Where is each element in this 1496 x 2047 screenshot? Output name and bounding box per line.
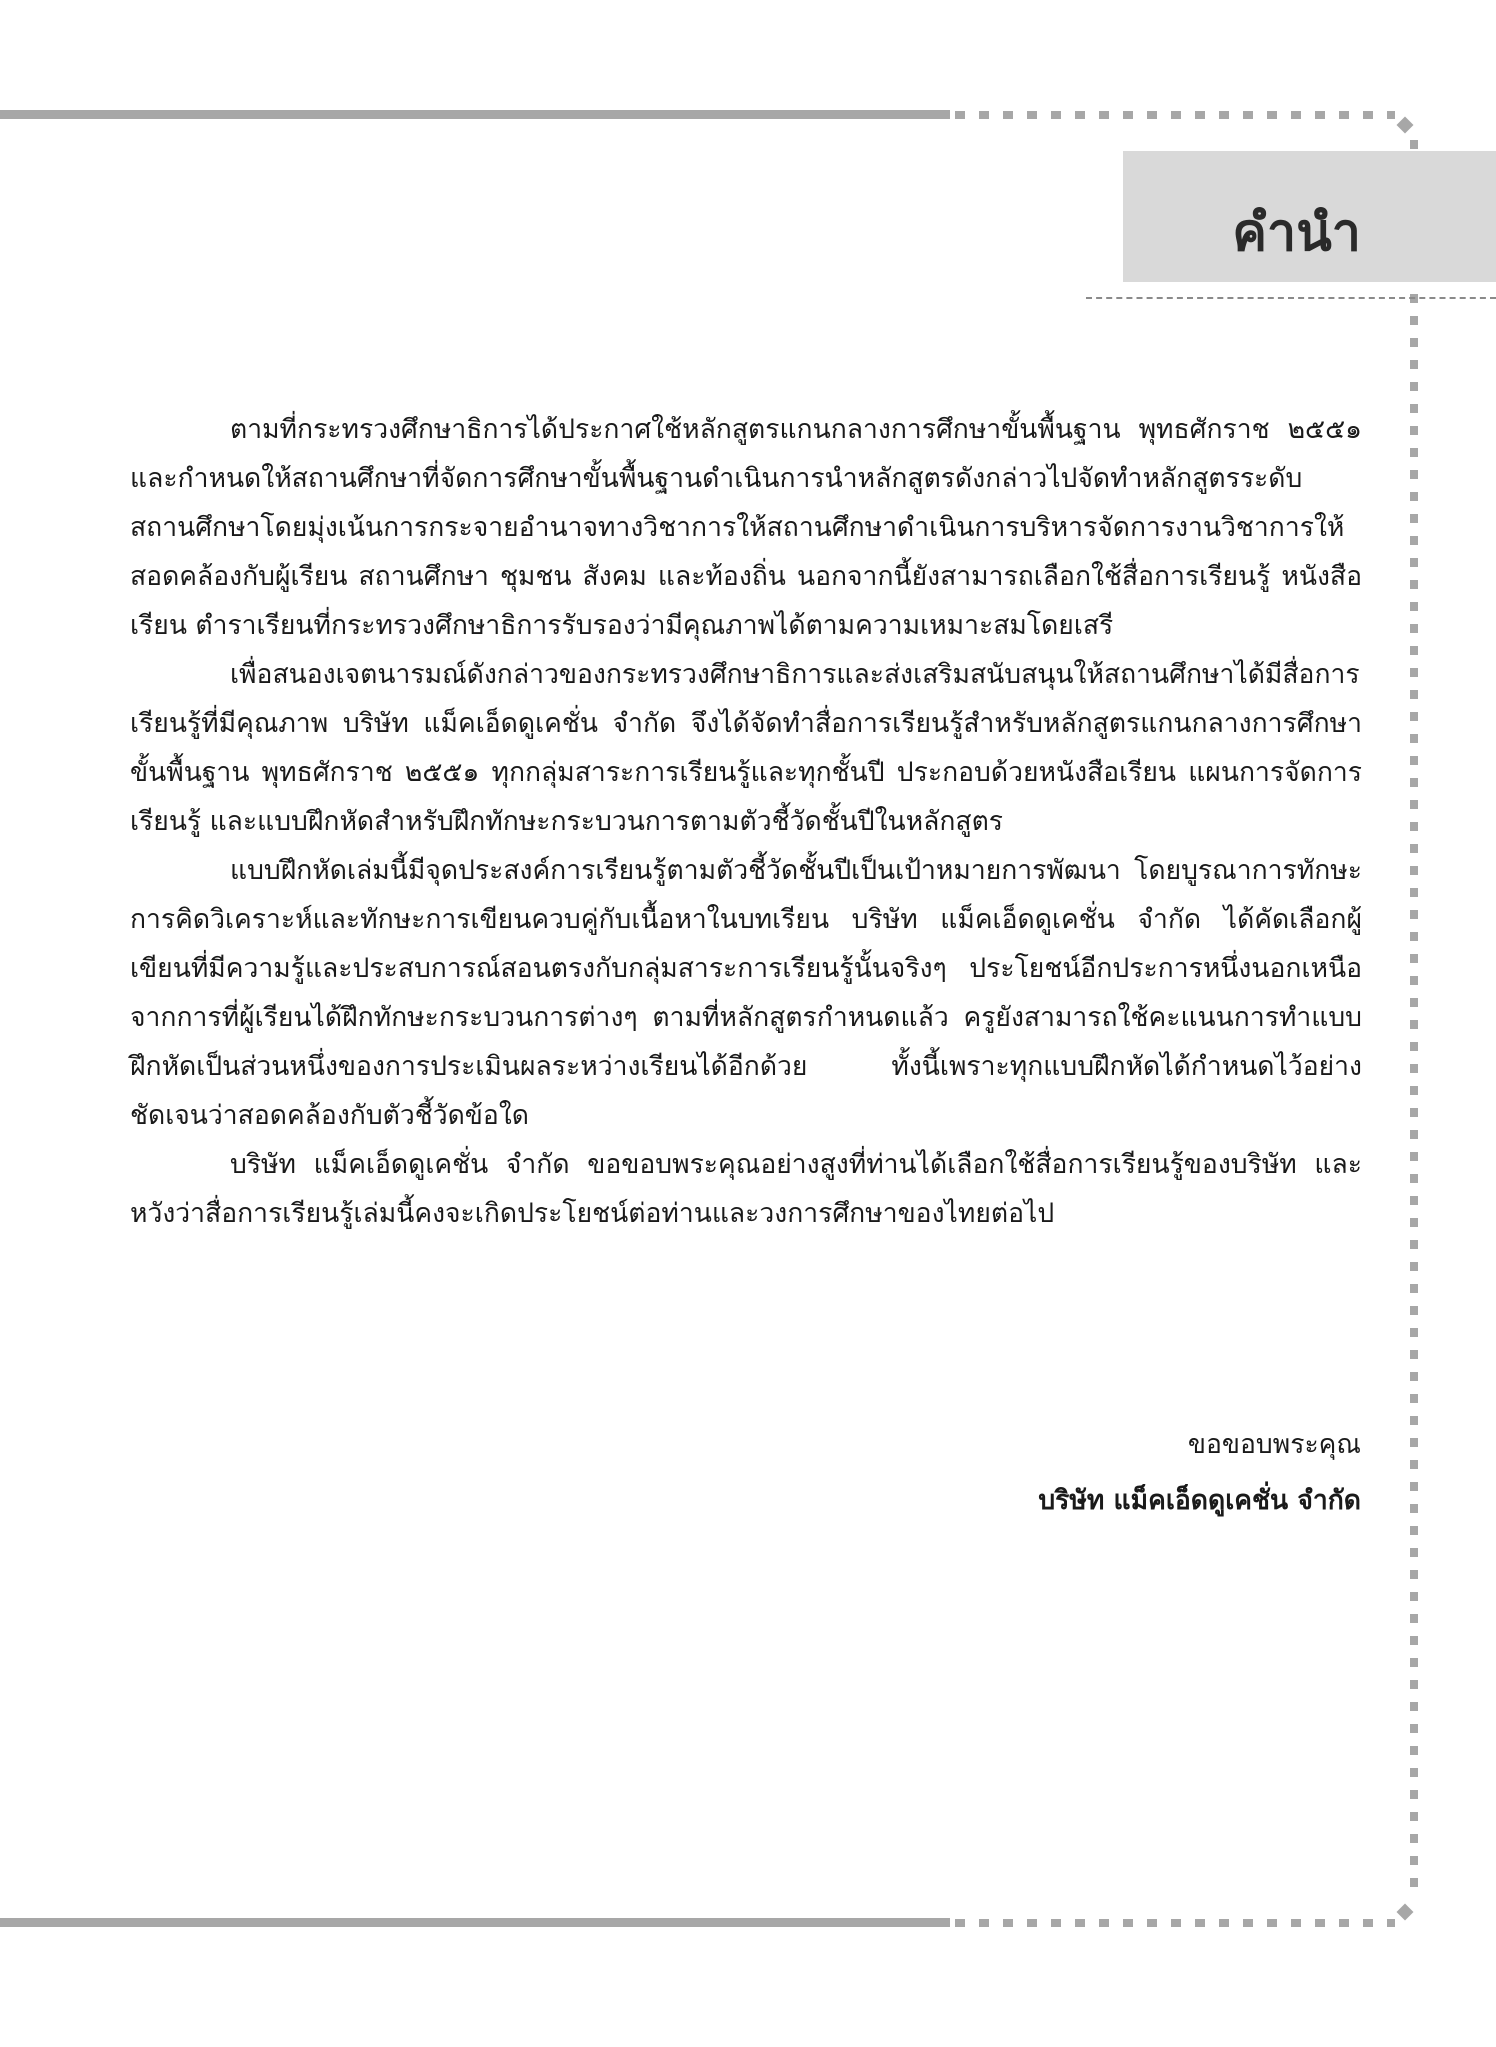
bottom-corner-ornament bbox=[1397, 1904, 1414, 1921]
bottom-border-solid bbox=[0, 1918, 950, 1927]
closing-signature: บริษัท แม็คเอ็ดดูเคชั่น จำกัด bbox=[1038, 1485, 1361, 1516]
paragraph-1: ตามที่กระทรวงศึกษาธิการได้ประกาศใช้หลักสูตรแกนกลางการศึกษาขั้นพื้นฐาน พุทธศักราช ๒๕๕๑ และกำหนดให้สถานศึกษาที่จัดการศึกษาขั้นพื้นฐานดำเนินการนำหลักสูตรดังกล่าวไปจัดทำหลักสูตรระดับสถานศึกษาโดยมุ่งเน้นการกระจายอำนาจทางวิชาการให้สถานศึกษาดำเนินการบริหารจัดการงานวิชาการให้สอดคล้องกับผู้เรียน สถานศึกษา ชุมชน สังคม และท้องถิ่น นอกจากนี้ยังสามารถเลือกใช้สื่อการเรียนรู้ หนังสือเรียน ตำราเรียนที่กระทรวงศึกษาธิการรับรองว่ามีคุณภาพได้ตามความเหมาะสมโดยเสรี bbox=[130, 414, 1362, 641]
closing-block bbox=[1038, 1417, 1361, 1529]
title-divider bbox=[1086, 297, 1496, 299]
top-corner-ornament bbox=[1397, 117, 1414, 134]
top-border-dotted bbox=[955, 111, 1395, 119]
closing-thanks: ขอขอบพระคุณ bbox=[1187, 1429, 1361, 1460]
paragraph-2: เพื่อสนองเจตนารมณ์ดังกล่าวของกระทรวงศึกษาธิการและส่งเสริมสนับสนุนให้สถานศึกษาได้มีสื่อการเรียนรู้ที่มีคุณภาพ บริษัท แม็คเอ็ดดูเคชั่น จำกัด จึงได้จัดทำสื่อการเรียนรู้สำหรับหลักสูตรแกนกลางการศึกษาขั้นพื้นฐาน พุทธศักราช ๒๕๕๑ ทุกกลุ่มสาระการเรียนรู้และทุกชั้นปี ประกอบด้วยหนังสือเรียน แผนการจัดการเรียนรู้ และแบบฝึกหัดสำหรับฝึกทักษะกระบวนการตามตัวชี้วัดชั้นปีในหลักสูตร bbox=[130, 659, 1362, 837]
paragraph-4: บริษัท แม็คเอ็ดดูเคชั่น จำกัด ขอขอบพระคุณอย่างสูงที่ท่านได้เลือกใช้สื่อการเรียนรู้ของบริษัท และหวังว่าสื่อการเรียนรู้เล่มนี้คงจะเกิดประโยชน์ต่อท่านและวงการศึกษาของไทยต่อไป bbox=[130, 1149, 1362, 1229]
preface-body bbox=[130, 405, 1362, 1238]
bottom-border-dotted bbox=[955, 1919, 1395, 1927]
paragraph-3: แบบฝึกหัดเล่มนี้มีจุดประสงค์การเรียนรู้ตามตัวชี้วัดชั้นปีเป็นเป้าหมายการพัฒนา โดยบูรณาการทักษะการคิดวิเคราะห์และทักษะการเขียนควบคู่กับเนื้อหาในบทเรียน บริษัท แม็คเอ็ดดูเคชั่น จำกัด ได้คัดเลือกผู้เขียนที่มีความรู้และประสบการณ์สอนตรงกับกลุ่มสาระการเรียนรู้นั้นจริงๆ ประโยชน์อีกประการหนึ่งนอกเหนือจากการที่ผู้เรียนได้ฝึกทักษะกระบวนการต่างๆ ตามที่หลักสูตรกำหนดแล้ว ครูยังสามารถใช้คะแนนการทำแบบฝึกหัดเป็นส่วนหนึ่งของการประเมินผลระหว่างเรียนได้อีกด้วย ทั้งนี้เพราะทุกแบบฝึกหัดได้กำหนดไว้อย่างชัดเจนว่าสอดคล้องกับตัวชี้วัดข้อใด bbox=[130, 855, 1362, 1131]
top-border-solid bbox=[0, 110, 950, 119]
page-title: คำนำ bbox=[1232, 203, 1361, 263]
right-border-dotted bbox=[1410, 140, 1418, 1900]
